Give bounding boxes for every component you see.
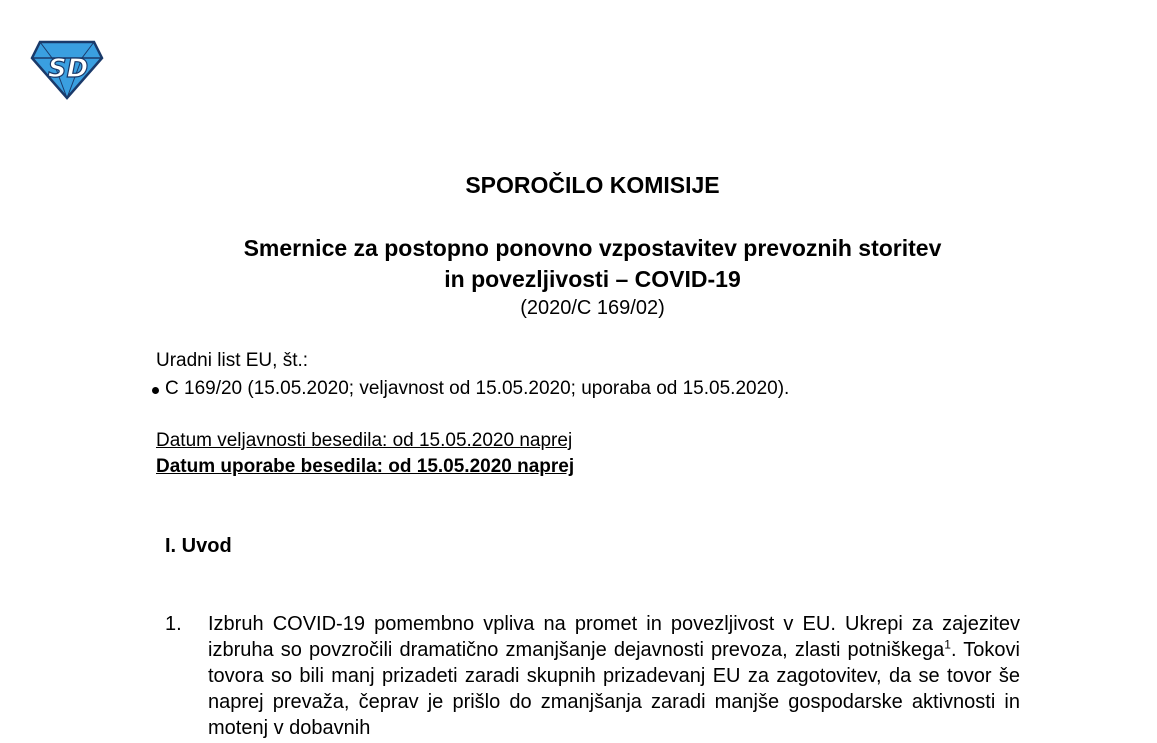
logo	[30, 40, 104, 100]
gazette-label: Uradni list EU, št.:	[156, 350, 309, 371]
application-date: Datum uporabe besedila: od 15.05.2020 naprej	[156, 456, 575, 477]
validity-date: Datum veljavnosti besedila: od 15.05.2020 naprej	[156, 430, 573, 451]
subtitle-line-1: Smernice za postopno ponovno vzpostavitev prevoznih storitev	[243, 235, 942, 261]
section-heading: I. Uvod	[165, 535, 232, 557]
diamond-sd-logo-icon	[30, 40, 104, 100]
logo-text: SD	[47, 54, 89, 84]
document-code: (2020/C 169/02)	[520, 297, 665, 319]
document-title: SPOROČILO KOMISIJE	[465, 172, 720, 198]
paragraph-text-part-2: . Tokovi tovora so bili manj prizadeti zaradi skupnih prizadevanj EU za zagotovitev, da se tovor še naprej prevaža, čeprav je prišlo do zmanjšanja zaradi manjše gospodarske aktivnosti in motenj v dobavnih	[208, 639, 1020, 739]
paragraph-text-part-1: Izbruh COVID-19 pomembno vpliva na promet in povezljivost v EU. Ukrepi za zajezitev izbruha so povzročili dramatično zmanjšanje dejavnosti prevoza, zlasti potniškega	[208, 613, 1020, 661]
document-subtitle	[0, 233, 1157, 295]
bullet-icon	[152, 387, 159, 394]
gazette-item-text: C 169/20 (15.05.2020; veljavnost od 15.05.2020; uporaba od 15.05.2020).	[165, 378, 790, 399]
paragraph-text	[208, 611, 1020, 741]
paragraph-number: 1.	[165, 613, 182, 635]
subtitle-line-2: in povezljivosti – COVID-19	[444, 266, 741, 292]
gazette-item	[152, 378, 789, 400]
paragraph-1	[165, 611, 1020, 741]
gazette-list	[152, 378, 789, 400]
footnote-ref[interactable]: 1	[944, 637, 951, 652]
